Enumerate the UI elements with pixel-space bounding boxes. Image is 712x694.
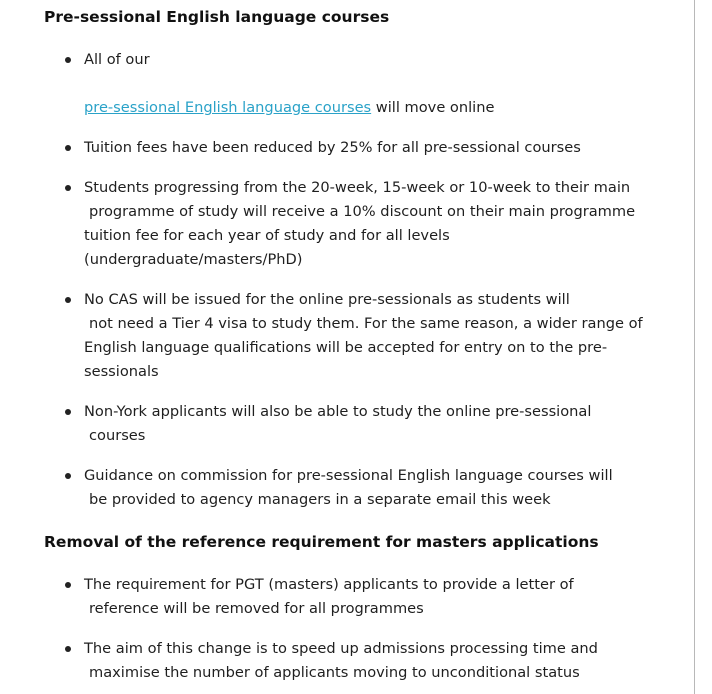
list-item-text-tail: will move online — [371, 99, 495, 116]
list-item-text: be provided to agency managers in a separate email this week — [89, 491, 551, 508]
list-item-text: courses — [89, 427, 146, 444]
bullet-icon — [65, 57, 71, 63]
list-item-text: reference will be removed for all programmes — [89, 600, 424, 617]
list-item-text: (undergraduate/masters/PhD) — [84, 251, 303, 268]
section-heading-pre-sessional: Pre-sessional English language courses — [44, 8, 390, 26]
bullet-icon — [65, 582, 71, 588]
list-item-text: maximise the number of applicants moving to unconditional status — [89, 664, 580, 681]
list-item-text: No CAS will be issued for the online pre-sessionals as students will — [84, 291, 570, 308]
list-item-text: tuition fee for each year of study and for all levels — [84, 227, 450, 244]
bullet-icon — [65, 473, 71, 479]
section-heading-reference-removal: Removal of the reference requirement for masters applications — [44, 533, 599, 551]
bullet-icon — [65, 297, 71, 303]
list-item-text: All of our — [84, 51, 150, 68]
list-item-text: The aim of this change is to speed up admissions processing time and — [84, 640, 598, 657]
list-item-text: sessionals — [84, 363, 159, 380]
bullet-icon — [65, 145, 71, 151]
bullet-icon — [65, 185, 71, 191]
list-item-text: programme of study will receive a 10% discount on their main programme — [89, 203, 636, 220]
list-item-text — [84, 96, 494, 120]
list-item-text: Non-York applicants will also be able to study the online pre-sessional — [84, 403, 592, 420]
list-item-text: Students progressing from the 20-week, 15-week or 10-week to their main — [84, 179, 631, 196]
list-item-text: not need a Tier 4 visa to study them. For the same reason, a wider range of — [89, 315, 643, 332]
bullet-icon — [65, 646, 71, 652]
page-edge-divider — [694, 0, 695, 694]
bullet-icon — [65, 409, 71, 415]
list-item-text: Tuition fees have been reduced by 25% for all pre-sessional courses — [84, 139, 581, 156]
list-item-text: Guidance on commission for pre-sessional English language courses will — [84, 467, 613, 484]
list-item-text: English language qualifications will be accepted for entry on to the pre- — [84, 339, 608, 356]
list-item-text: The requirement for PGT (masters) applicants to provide a letter of — [84, 576, 574, 593]
pre-sessional-courses-link[interactable]: pre-sessional English language courses — [84, 99, 372, 116]
